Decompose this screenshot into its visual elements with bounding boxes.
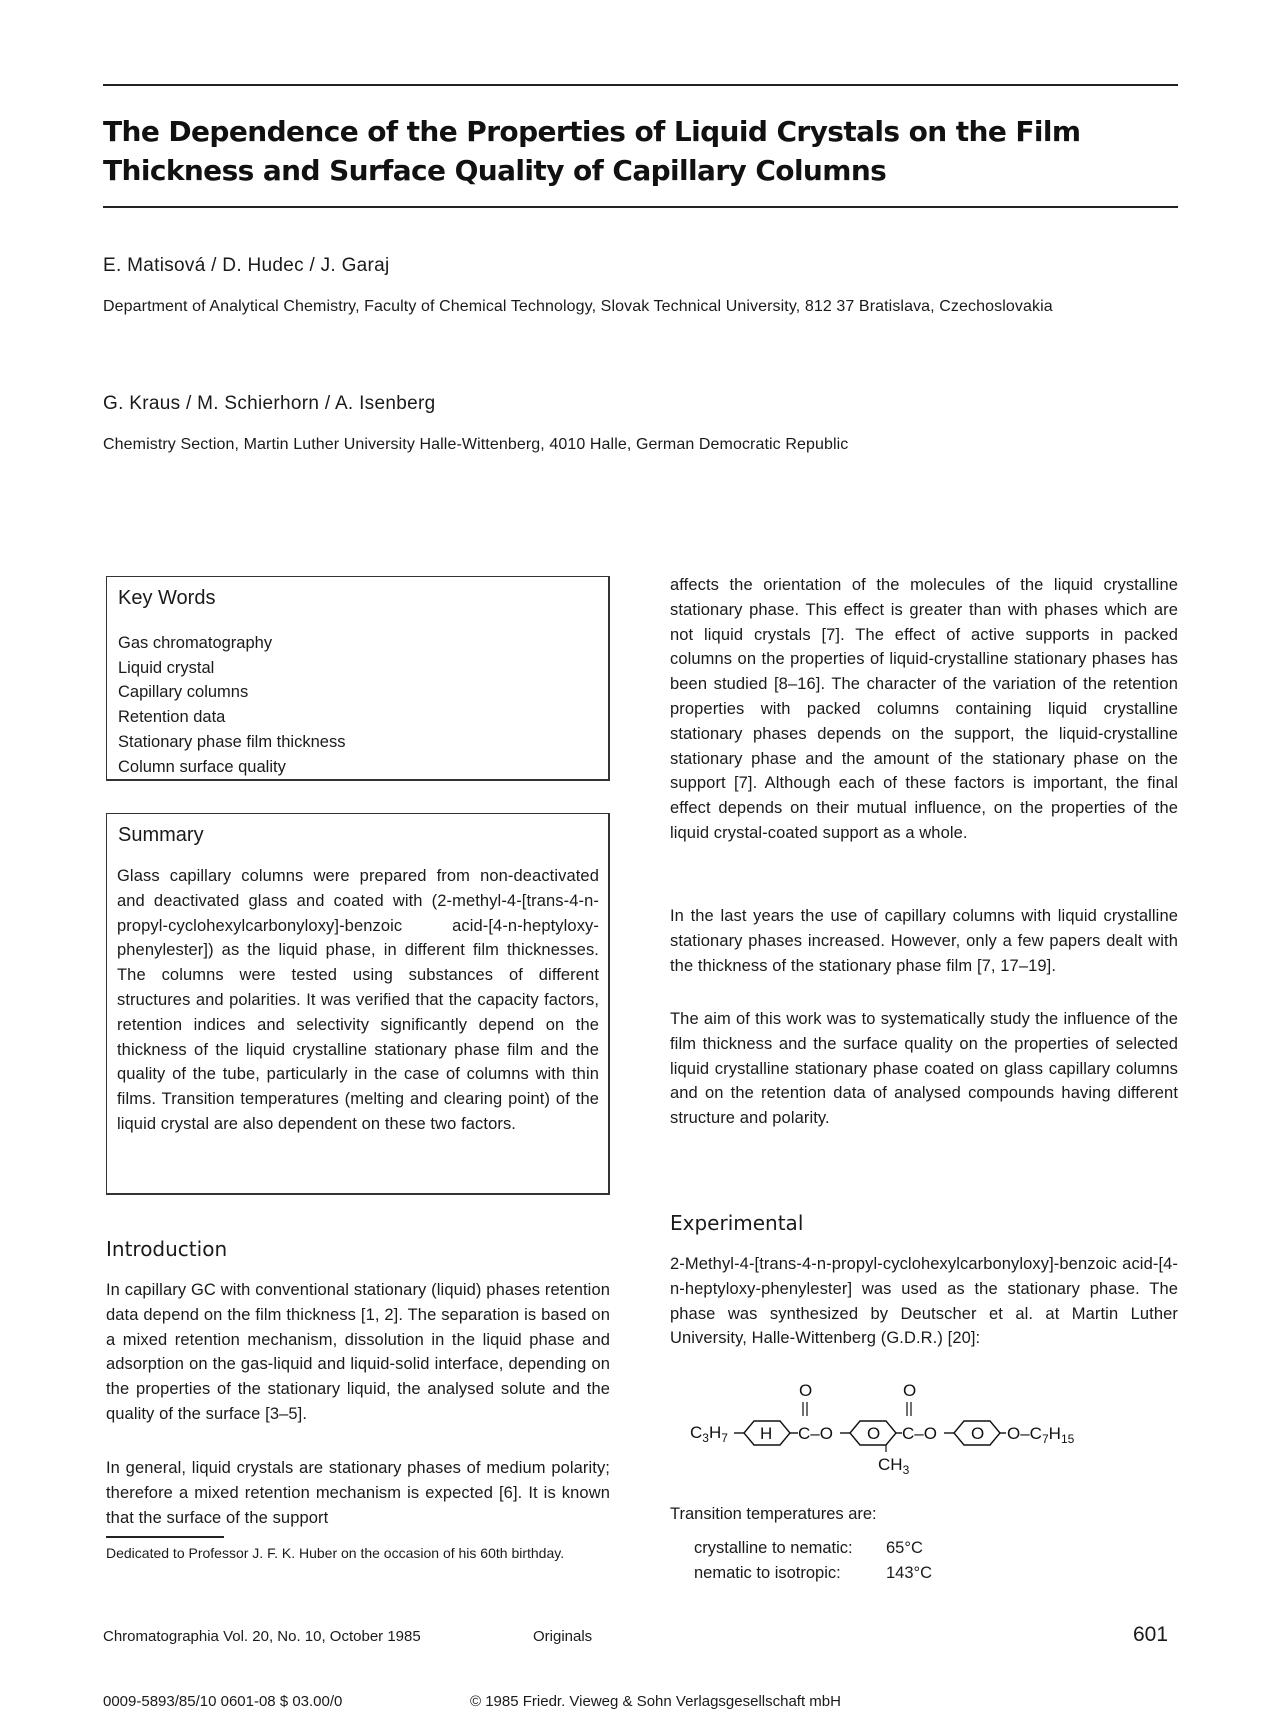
- formula-left-group: $C_3H_7$: [690, 1423, 728, 1445]
- ester-link-1: C–O: [798, 1424, 833, 1443]
- keywords-box: [106, 576, 610, 781]
- footer-issn: 0009-5893/85/10 0601-08 $ 03.00/0: [103, 1693, 343, 1710]
- carbonyl-oxygen-1: O: [799, 1384, 813, 1400]
- keyword-item: Liquid crystal: [118, 658, 215, 677]
- summary-text: Glass capillary columns were prepared from non-deactivated and deactivated glass and coated with (2-methyl-4-[trans-4-n-propyl-cyclohexylcarbonyloxy]-benzoic acid-[4-n-heptyloxy-phenylester]) as the liquid phase, in different film thicknesses. The columns were tested using substances of different structures and polarities. It was verified that the capacity factors, retention indices and selectivity significantly depend on the thickness of the liquid crystalline stationary phase film and the quality of the tube, particularly in the case of columns with thin films. Transition temperatures (melting and clearing point) of the liquid crystal are also dependent on these two factors.: [117, 867, 599, 1133]
- experimental-paragraph-1: 2-Methyl-4-[trans-4-n-propyl-cyclohexylcarbonyloxy]-benzoic acid-[4-n-heptyloxy-phenylester] was used as the stationary phase. The phase was synthesized by Deutscher et al. at Martin Luther University, Halle-Wittenberg (G.D.R.) [20]:: [670, 1255, 1178, 1348]
- summary-box: [106, 813, 610, 1195]
- introduction-paragraph-1: In capillary GC with conventional stationary (liquid) phases retention data depend on the film thickness [1, 2]. The separation is based on a mixed retention mechanism, dissolution in the liquid phase and adsorption on the gas-liquid and liquid-solid interface, depending on the properties of the stationary liquid, the analysed solute and the quality of the surface [3–5].: [106, 1281, 610, 1423]
- keyword-item: Column surface quality: [118, 757, 286, 776]
- methyl-group: $CH_3$: [878, 1455, 910, 1477]
- experimental-heading: Experimental: [670, 1211, 804, 1235]
- footnote: Dedicated to Professor J. F. K. Huber on the occasion of his 60th birthday.: [106, 1545, 565, 1561]
- footer-journal: Chromatographia Vol. 20, No. 10, October 1985: [103, 1628, 421, 1645]
- introduction-heading: Introduction: [106, 1237, 228, 1261]
- top-rule: [103, 84, 1178, 86]
- ester-link-2: C–O: [902, 1424, 937, 1443]
- formula-ring3-label: O: [971, 1424, 985, 1443]
- footnote-rule: [106, 1536, 224, 1538]
- transition-2-label: nematic to isotropic:: [694, 1564, 841, 1582]
- transition-2-value: 143°C: [886, 1564, 933, 1582]
- right-paragraph-1: affects the orientation of the molecules of the liquid crystalline stationary phase. This effect is greater than with phases which are not liquid crystals [7]. The effect of active supports in packed columns on the properties of liquid-crystalline stationary phases has been studied [8–16]. The character of the variation of the retention properties with packed columns containing liquid crystalline stationary phases depends on the support, the liquid-crystalline stationary phase and the amount of the stationary phase on the support [7]. Although each of these factors is important, the final effect depends on their mutual influence, on the properties of the liquid crystal-coated support as a whole.: [670, 576, 1178, 842]
- keyword-item: Capillary columns: [118, 683, 249, 702]
- chemical-structure: [690, 1384, 1150, 1484]
- transition-intro: Transition temperatures are:: [670, 1505, 877, 1523]
- footer-copyright: © 1985 Friedr. Vieweg & Sohn Verlagsgesellschaft mbH: [470, 1693, 841, 1710]
- affiliation-2: Chemistry Section, Martin Luther University Halle-Wittenberg, 4010 Halle, German Democratic Republic: [103, 436, 849, 453]
- footer-section: Originals: [533, 1628, 593, 1645]
- keyword-item: Stationary phase film thickness: [118, 732, 346, 751]
- introduction-paragraph-2: In general, liquid crystals are stationary phases of medium polarity; therefore a mixed retention mechanism is expected [6]. It is known that the surface of the support: [106, 1459, 610, 1527]
- keyword-item: Retention data: [118, 708, 226, 727]
- authors-group-2: G. Kraus / M. Schierhorn / A. Isenberg: [103, 393, 436, 414]
- formula-ring2-label: O: [867, 1424, 881, 1443]
- affiliation-1: Department of Analytical Chemistry, Faculty of Chemical Technology, Slovak Technical University, 812 37 Bratislava, Czechoslovakia: [103, 298, 1053, 315]
- authors-group-1: E. Matisová / D. Hudec / J. Garaj: [103, 255, 390, 276]
- keywords-heading: Key Words: [118, 587, 216, 609]
- right-paragraph-2: In the last years the use of capillary columns with liquid crystalline stationary phases increased. However, only a few papers dealt with the thickness of the stationary phase film [7, 17–19].: [670, 907, 1178, 975]
- formula-right-group: $O-C_7H_{15}$: [1007, 1424, 1075, 1446]
- transition-1-value: 65°C: [886, 1539, 923, 1557]
- formula-ring1-label: H: [760, 1424, 773, 1443]
- keywords-list: [118, 631, 345, 779]
- right-paragraph-3: The aim of this work was to systematically study the influence of the film thickness and the surface quality on the properties of selected liquid crystalline stationary phase coated on glass capillary columns and on the retention data of analysed compounds having different structure and polarity.: [670, 1010, 1178, 1128]
- page-number: 601: [1133, 1623, 1169, 1646]
- transition-1-label: crystalline to nematic:: [694, 1539, 853, 1557]
- summary-heading: Summary: [118, 824, 204, 846]
- article-title: The Dependence of the Properties of Liquid Crystals on the Film Thickness and Surface Quality of Capillary Columns: [103, 115, 1081, 187]
- title-bottom-rule: [103, 206, 1178, 208]
- carbonyl-oxygen-2: O: [903, 1384, 917, 1400]
- keyword-item: Gas chromatography: [118, 634, 273, 652]
